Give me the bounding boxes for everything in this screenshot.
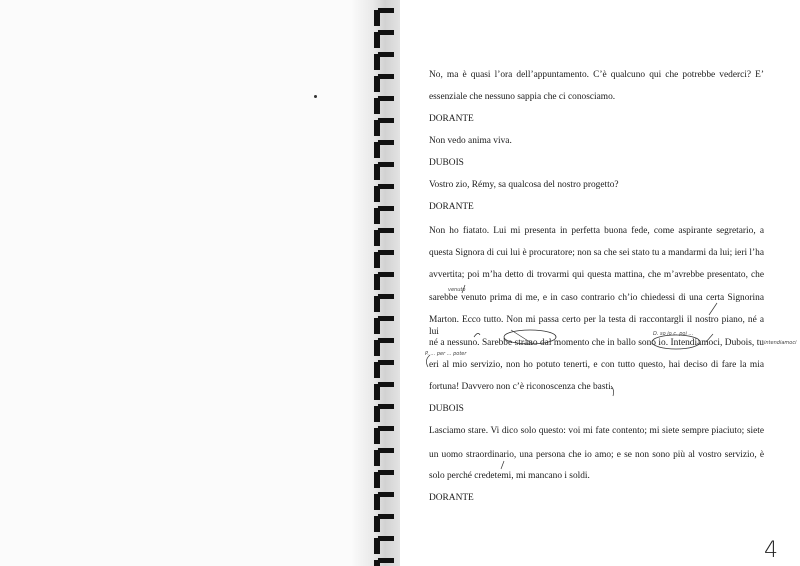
text-line: eri al mio servizio, non ho potuto tenerti, e con tutto questo, hai deciso di fare la mia (429, 360, 764, 370)
handwritten-note: intendiamoci (764, 340, 797, 346)
text-line: Marton. Ecco tutto. Non mi passa certo per la testa di raccontargli il nostro piano, né a lui (429, 315, 764, 337)
text-line: né a nessuno. Sarebbe strano dal momento che in ballo sono io. Intendiamoci, Dubois, tu (429, 338, 764, 348)
text-line: solo perché credetemi, mi mancano i soldi. (429, 471, 590, 481)
text-line: questa Signora di cui lui è procuratore; non sa che sei stato tu a mandarmi da lui; ieri l’ha (429, 248, 764, 258)
handwritten-note: P. ... per ... poter (425, 351, 467, 357)
speaker-name: DUBOIS (429, 158, 464, 168)
speaker-name: DORANTE (429, 493, 474, 503)
speaker-name: DORANTE (429, 202, 474, 212)
text-line: avvertita; poi m’ha detto di trovarmi qui questa mattina, che m’avrebbe presentato, che (429, 270, 764, 280)
handwritten-note: D. so io c. poi ... (653, 331, 694, 337)
text-line: Vostro zio, Rémy, sa qualcosa del nostro progetto? (429, 180, 619, 190)
text-line: No, ma è quasi l’ora dell’appuntamento. C’è qualcuno qui che potrebbe vederci? E’ (429, 70, 764, 80)
text-line: un uomo straordinario, una persona che io amo; e se non sono più al vostro servizio, è (429, 450, 764, 460)
text-line: Non ho fiatato. Lui mi presenta in perfetta buona fede, come aspirante segretario, a (429, 226, 764, 236)
handwritten-note: venuto (448, 287, 466, 293)
text-line: fortuna! Davvero non c’è riconoscenza che basti. (429, 382, 614, 392)
speaker-name: DORANTE (429, 114, 474, 124)
page-number: 4 (764, 538, 778, 563)
speaker-name: DUBOIS (429, 404, 464, 414)
text-line: Non vedo anima viva. (429, 136, 512, 146)
text-line: sarebbe venuto prima di me, e in caso contrario ch’io chiedessi di una certa Signorina (429, 293, 764, 303)
text-line: essenziale che nessuno sappia che ci conosciamo. (429, 92, 616, 102)
text-line: Lasciamo stare. Vi dico solo questo: voi mi fate contento; mi siete sempre piaciuto; siete (429, 426, 764, 436)
